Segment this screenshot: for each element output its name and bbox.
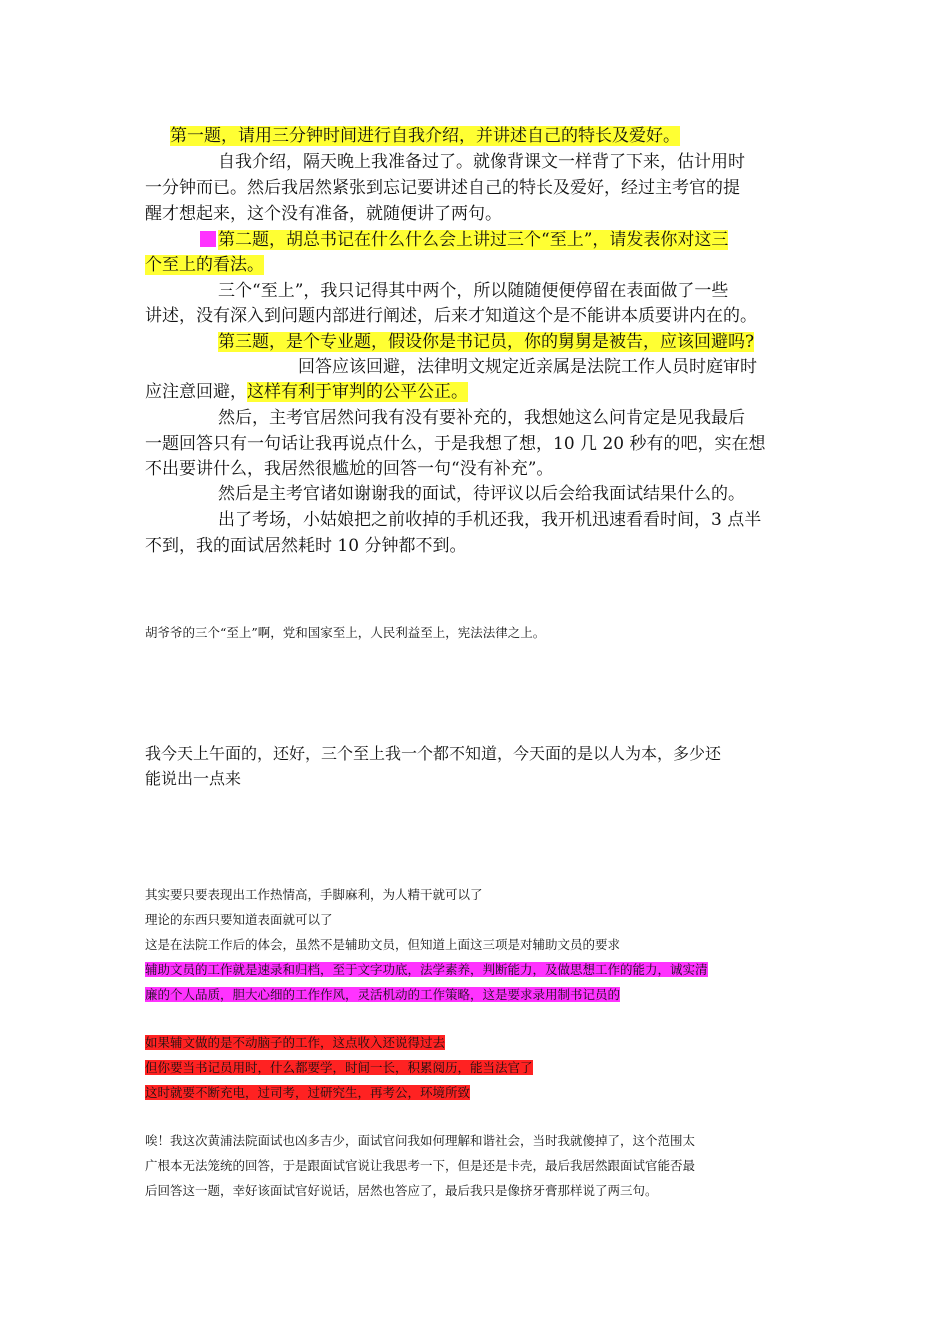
answer-3-highlight: 这样有利于审判的公平公正。 <box>247 382 468 402</box>
question-3: 第三题，是个专业题，假设你是书记员，你的舅舅是被告，应该回避吗? <box>218 332 755 352</box>
answer-2-line-2: 讲述，没有深入到问题内部进行阐述，后来才知道这个是不能讲本质要讲内在的。 <box>145 306 757 326</box>
answer-2-line-1: 三个“至上”，我只记得其中两个，所以随随便便停留在表面做了一些 <box>218 281 729 301</box>
magenta-marker <box>200 231 216 247</box>
paragraph-6-line-1: 出了考场，小姑娘把之前收掉的手机还我，我开机迅速看看时间，3 点半 <box>218 510 762 530</box>
comment-work-red-line-2: 但你要当书记员用时，什么都要学，时间一长，积累阅历，能当法官了 <box>145 1060 533 1075</box>
answer-1-line-2: 一分钟而已。然后我居然紧张到忘记要讲述自己的特长及爱好，经过主考官的提 <box>145 178 740 198</box>
comment-morning-interview-line-2: 能说出一点来 <box>145 769 242 788</box>
comment-huangpu-line-2: 广根本无法笼统的回答，于是跟面试官说让我思考一下，但是还是卡壳，最后我居然跟面试官能否最 <box>145 1158 696 1173</box>
paragraph-4-line-1: 然后，主考官居然问我有没有要补充的，我想她这么问肯定是见我最后 <box>218 408 745 428</box>
comment-work-red-line-3: 这时就要不断充电，过司考，过研究生，再考公，环境所致 <box>145 1085 471 1100</box>
question-1 <box>170 124 680 148</box>
paragraph-4-line-2: 一题回答只有一句话让我再说点什么，于是我想了想，10 几 20 秒有的吧，实在想 <box>145 434 766 454</box>
comment-huangpu-line-3: 后回答这一题，幸好该面试官好说话，居然也答应了，最后我只是像挤牙膏那样说了两三句。 <box>145 1183 658 1198</box>
question-1-highlight: 第一题，请用三分钟时间进行自我介绍，并讲述自己的特长及爱好。 <box>170 126 680 146</box>
paragraph-5: 然后是主考官诸如谢谢我的面试，待评议以后会给我面试结果什么的。 <box>218 484 745 504</box>
answer-1-line-1: 自我介绍，隔天晚上我准备过了。就像背课文一样背了下来，估计用时 <box>218 152 745 172</box>
comment-work-line-3: 这是在法院工作后的体会，虽然不是辅助文员，但知道上面这三项是对辅助文员的要求 <box>145 937 621 952</box>
comment-work-line-1: 其实要只要表现出工作热情高，手脚麻利，为人精干就可以了 <box>145 887 483 902</box>
answer-3-line-2: 应注意回避，这样有利于审判的公平公正。 <box>145 382 468 402</box>
comment-three-supremes: 胡爷爷的三个“至上”啊，党和国家至上，人民利益至上，宪法法律之上。 <box>145 625 546 640</box>
comment-huangpu-line-1: 唉！我这次黄浦法院面试也凶多吉少，面试官问我如何理解和谐社会，当时我就傻掉了，这个范围太 <box>145 1133 696 1148</box>
comment-morning-interview-line-1: 我今天上午面的，还好，三个至上我一个都不知道，今天面的是以人为本，多少还 <box>145 744 722 763</box>
comment-work-red-line-1: 如果辅文做的是不动脑子的工作，这点收入还说得过去 <box>145 1035 446 1050</box>
question-2-line-1: 第二题，胡总书记在什么什么会上讲过三个“至上”，请发表你对这三 <box>200 228 728 252</box>
paragraph-6-line-2: 不到，我的面试居然耗时 10 分钟都不到。 <box>145 536 467 556</box>
comment-work-magenta-line-1: 辅助文员的工作就是速录和归档，至于文字功底，法学素养，判断能力，及做思想工作的能力，诚实清 <box>145 962 708 977</box>
paragraph-4-line-3: 不出要讲什么，我居然很尴尬的回答一句“没有补充”。 <box>145 459 554 479</box>
answer-1-line-3: 醒才想起来，这个没有准备，就随便讲了两句。 <box>145 204 502 224</box>
comment-work-magenta-line-2: 廉的个人品质，胆大心细的工作作风，灵活机动的工作策略，这是要求录用制书记员的 <box>145 987 621 1002</box>
comment-work-line-2: 理论的东西只要知道表面就可以了 <box>145 912 333 927</box>
answer-3-line-1: 回答应该回避，法律明文规定近亲属是法院工作人员时庭审时 <box>298 357 757 377</box>
question-2-line-2: 个至上的看法。 <box>145 255 264 275</box>
